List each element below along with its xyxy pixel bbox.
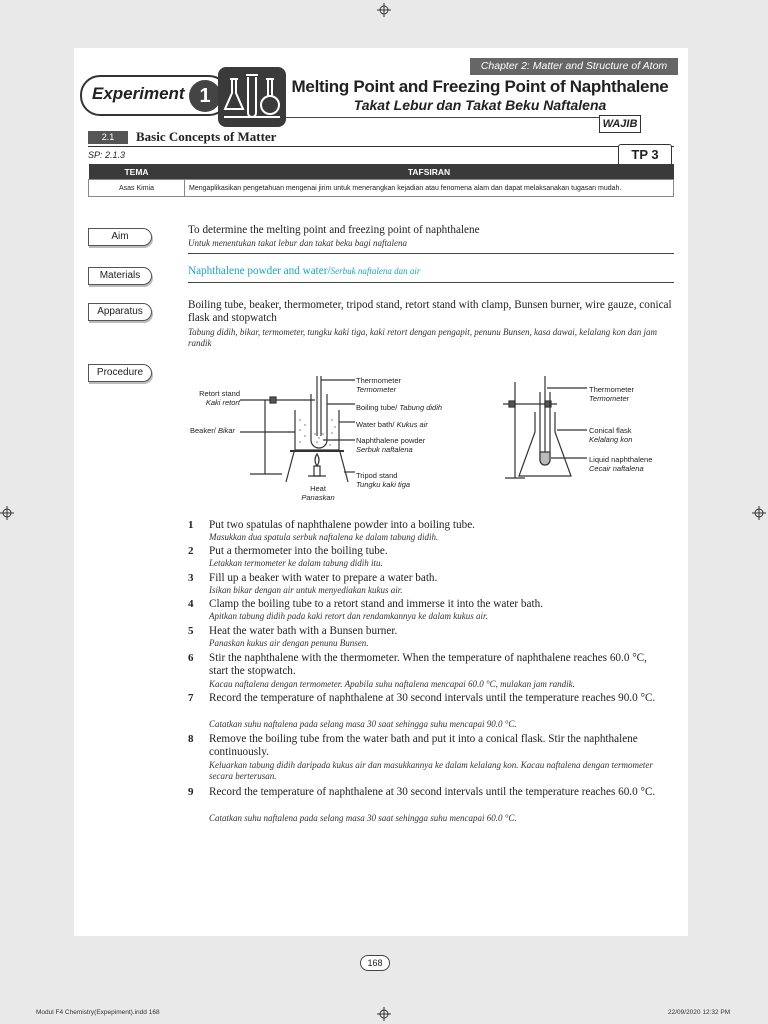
apparatus-label: Apparatus (88, 303, 152, 321)
heat-en: Heat (310, 484, 326, 493)
materials-text (188, 265, 420, 278)
step-number: 7 (188, 692, 194, 704)
step-text-en: Clamp the boiling tube to a retort stand and immerse it into the water bath. (209, 598, 543, 610)
step-text-ms: Masukkan dua spatula serbuk naftalena ke dalam tabung didih. (209, 532, 439, 542)
heat-ms: Panaskan (301, 493, 335, 502)
tripod-stand-ms: Tungku kaki tiga (356, 480, 411, 489)
thermometer-label-left (356, 376, 401, 394)
boiling-tube-ms: Tabung didih (399, 403, 443, 412)
step-text-ms: Keluarkan tabung didih daripada kukus air dan masukkannya ke dalam kelalang kon. Kacau naftalena dengan termometer secara berterusan. (209, 760, 653, 781)
sp-code: SP: 2.1.3 (88, 150, 126, 160)
step-text-en: Stir the naphthalene with the thermometer. When the temperature of naphthalene reaches 60.0 °C, start the stopwatch. (209, 652, 647, 677)
step-text-en: Put a thermometer into the boiling tube. (209, 545, 388, 557)
step-text-ms: Isikan bikar dengan air untuk menyediakan kukus air. (209, 585, 403, 595)
tema-table (88, 164, 674, 197)
step-number: 2 (188, 545, 194, 557)
naphthalene-powder-en: Naphthalene powder (356, 436, 426, 445)
step-number: 3 (188, 572, 194, 584)
step-text-ms: Catatkan suhu naftalena pada selang masa 30 saat sehingga suhu mencapai 90.0 °C. (209, 719, 517, 729)
beaker-label (190, 426, 235, 435)
aim-text-ms: Untuk menentukan takat lebur dan takat beku bagi naftalena (188, 238, 407, 248)
beaker-ms: Bikar (217, 426, 236, 435)
registration-mark-icon (0, 506, 14, 520)
registration-mark-icon (752, 506, 766, 520)
retort-stand-en: Retort stand (199, 389, 240, 398)
boiling-tube-label (356, 403, 442, 412)
aim-divider (188, 253, 674, 254)
experiment-number: 1 (189, 80, 221, 112)
step-number: 9 (188, 786, 194, 798)
materials-divider (188, 282, 674, 283)
step-text-en: Record the temperature of naphthalene at 30 second intervals until the temperature reaches 90.0 °C. (209, 692, 656, 704)
step-text-en: Fill up a beaker with water to prepare a water bath. (209, 572, 438, 584)
step-text-ms: Panaskan kukus air dengan penunu Bunsen. (209, 638, 369, 648)
step-number: 4 (188, 598, 194, 610)
page-number: 168 (360, 955, 390, 971)
step-text-ms: Kacau naftalena dengan termometer. Apabila suhu naftalena mencapai 60.0 °C, mulakan jam randik. (209, 679, 575, 689)
thermometer-ms-left: Termometer (356, 385, 397, 394)
apparatus-text-ms: Tabung didih, bikar, termometer, tungku kaki tiga, kaki retort dengan pengapit, penunu Bunsen, kasa dawai, kelalang kon dan jam randik (188, 327, 658, 348)
wajib-badge: WAJIB (599, 115, 641, 133)
liquid-naphthalene-ms: Cecair naftalena (589, 464, 644, 473)
thermometer-en-right: Thermometer (589, 385, 635, 394)
footer-filename: Modul F4 Chemistry(Expepiment).indd 168 (36, 1009, 160, 1016)
footer-date: 22/09/2020 12:32 PM (668, 1009, 731, 1016)
retort-stand-ms: Kaki retort (205, 398, 240, 407)
tripod-stand-label (356, 471, 410, 489)
conical-flask-ms: Kelalang kon (589, 435, 633, 444)
step-text-ms: Catatkan suhu naftalena pada selang masa 30 saat sehingga suhu mencapai 60.0 °C. (209, 813, 517, 823)
step-text-en: Remove the boiling tube from the water bath and put it into a conical flask. Stir the naphthalene continuously. (209, 733, 638, 758)
step-text-ms: Apitkan tabung didih pada kaki retort dan rendamkannya ke dalam kukus air. (209, 611, 488, 621)
step-number: 8 (188, 733, 194, 745)
naphthalene-powder-ms: Serbuk naftalena (356, 445, 413, 454)
heat-label (300, 484, 336, 502)
aim-label: Aim (88, 228, 152, 246)
conical-flask-en: Conical flask (589, 426, 632, 435)
thermometer-label-right (589, 385, 634, 403)
lab-glassware-icon (218, 67, 286, 127)
chapter-banner: Chapter 2: Matter and Structure of Atom (470, 58, 678, 75)
tp-badge: TP 3 (618, 144, 672, 166)
conical-flask-apparatus-diagram (495, 372, 595, 482)
step-text-ms: Letakkan termometer ke dalam tabung didih itu. (209, 558, 383, 568)
section-divider (88, 146, 674, 147)
boiling-tube-en: Boiling tube/ (356, 403, 398, 412)
retort-stand-label (198, 389, 240, 407)
title-underline (286, 117, 636, 118)
conical-flask-label (589, 426, 632, 444)
registration-mark-icon (377, 3, 391, 17)
tema-cell: Asas Kimia (89, 180, 185, 197)
thermometer-en-left: Thermometer (356, 376, 402, 385)
registration-mark-icon (377, 1007, 391, 1021)
materials-text-ms: Serbuk naftalena dan air (330, 266, 421, 276)
experiment-title-en: Melting Point and Freezing Point of Naphthalene (291, 77, 669, 96)
tafsiran-header: TAFSIRAN (185, 164, 674, 180)
step-number: 1 (188, 519, 194, 531)
tema-header: TEMA (89, 164, 185, 180)
apparatus-text-en: Boiling tube, beaker, thermometer, tripod stand, retort stand with clamp, Bunsen burner, wire gauze, conical flask and stopwatch (188, 299, 672, 324)
thermometer-ms-right: Termometer (589, 394, 630, 403)
step-number: 5 (188, 625, 194, 637)
experiment-label: Experiment (92, 84, 185, 103)
step-text-en: Heat the water bath with a Bunsen burner. (209, 625, 398, 637)
liquid-naphthalene-en: Liquid naphthalene (589, 455, 653, 464)
section-title: Basic Concepts of Matter (136, 129, 277, 144)
water-bath-en: Water bath/ (356, 420, 395, 429)
tripod-stand-en: Tripod stand (356, 471, 398, 480)
water-bath-ms: Kukus air (396, 420, 428, 429)
tafsiran-cell: Mengaplikasikan pengetahuan mengenai jirim untuk menerangkan kejadian atau fenomena alam dan dapat melaksanakan tugasan mudah. (185, 180, 674, 197)
naphthalene-powder-label (356, 436, 425, 454)
step-text-en: Put two spatulas of naphthalene powder into a boiling tube. (209, 519, 475, 531)
experiment-title-ms: Takat Lebur dan Takat Beku Naftalena (353, 97, 607, 113)
aim-text-en: To determine the melting point and freezing point of naphthalene (188, 224, 480, 236)
section-number: 2.1 (88, 131, 128, 144)
materials-text-en: Naphthalene powder and water/ (188, 265, 331, 277)
beaker-en: Beaker/ (190, 426, 216, 435)
procedure-label: Procedure (88, 364, 152, 382)
step-text-en: Record the temperature of naphthalene at 30 second intervals until the temperature reaches 60.0 °C. (209, 786, 656, 798)
materials-label: Materials (88, 267, 152, 285)
step-number: 6 (188, 652, 194, 664)
liquid-naphthalene-label (589, 455, 652, 473)
water-bath-label (356, 420, 428, 429)
